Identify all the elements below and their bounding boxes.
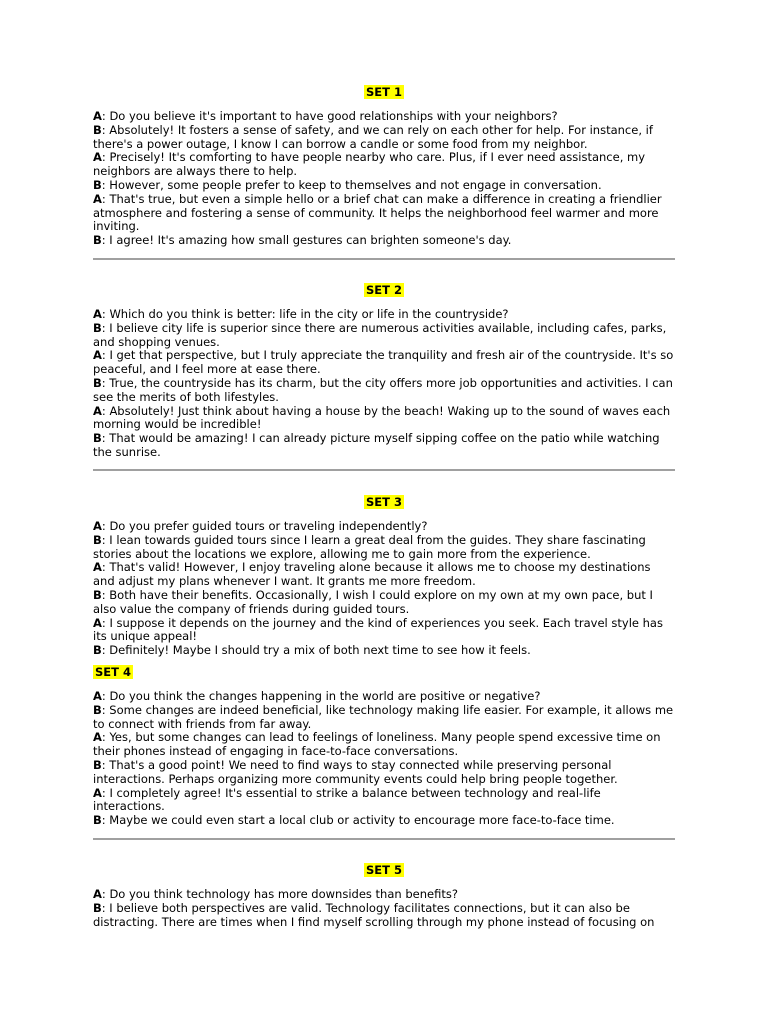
dialogue-line: A: Do you prefer guided tours or traveling independently?	[93, 519, 428, 533]
line-text: However, some people prefer to keep to themselves and not engage in conversation.	[109, 177, 602, 192]
speaker-label: B	[93, 122, 102, 137]
dialogue-line: B: Some changes are indeed beneficial, like technology making life easier. For example, it allows me to connect with friends from far away.	[93, 702, 674, 731]
speaker-label: B	[93, 702, 102, 717]
line-text: Some changes are indeed beneficial, like technology making life easier. For example, it allows me to connect with friends from far away.	[93, 702, 674, 731]
section-divider	[93, 258, 675, 260]
set-title: SET 5	[366, 863, 402, 877]
dialogue-line: A: I completely agree! It's essential to strike a balance between technology and real-life interactions.	[93, 785, 601, 814]
line-text: Do you prefer guided tours or traveling independently?	[109, 519, 428, 533]
dialogue-line: B: I agree! It's amazing how small gestures can brighten someone's day.	[93, 233, 512, 248]
line-text: Absolutely! It fosters a sense of safety, and we can rely on each other for help. For instance, if there's a power outage, I know I can borrow a candle or some food from my neighbor.	[93, 122, 653, 151]
line-text: I completely agree! It's essential to strike a balance between technology and real-life interactions.	[93, 785, 601, 814]
speaker-label: A	[93, 560, 102, 575]
set-heading	[93, 864, 675, 878]
dialogue-line: A: Do you think the changes happening in the world are positive or negative?	[93, 689, 541, 703]
dialogue-set-2	[93, 284, 675, 460]
dialogue	[93, 520, 675, 658]
dialogue-line: B: I believe city life is superior since there are numerous activities available, including cafes, parks, and shopping venues.	[93, 320, 667, 349]
line-text: I agree! It's amazing how small gestures can brighten someone's day.	[109, 233, 512, 248]
speaker-label: A	[93, 348, 102, 363]
dialogue	[93, 690, 675, 828]
line-text: That's a good point! We need to find ways to stay connected while preserving personal interactions. Perhaps organizing more community events could help bring people together.	[93, 757, 618, 786]
dialogue-line: A: Which do you think is better: life in the city or life in the countryside?	[93, 307, 509, 321]
set-heading	[93, 86, 675, 100]
set-title: SET 1	[366, 85, 402, 99]
speaker-label: B	[93, 532, 102, 547]
dialogue	[93, 308, 675, 460]
line-text: Yes, but some changes can lead to feelings of loneliness. Many people spend excessive time on their phones instead of engaging in face-to-face conversations.	[93, 730, 661, 759]
section-divider	[93, 469, 675, 471]
speaker-label: A	[93, 689, 102, 703]
speaker-label: B	[93, 375, 102, 390]
dialogue-line: A: Do you believe it's important to have good relationships with your neighbors?	[93, 109, 558, 123]
dialogue-line: A: I get that perspective, but I truly appreciate the tranquility and fresh air of the countryside. It's so peaceful, and I feel more at ease there.	[93, 348, 674, 377]
speaker-label: A	[93, 150, 102, 165]
dialogue-line: B: However, some people prefer to keep to themselves and not engage in conversation.	[93, 177, 602, 192]
speaker-label: A	[93, 615, 102, 630]
line-text: Definitely! Maybe I should try a mix of both next time to see how it feels.	[109, 643, 531, 658]
dialogue-line: B: Absolutely! It fosters a sense of safety, and we can rely on each other for help. For instance, if there's a power outage, I know I can borrow a candle or some food from my neighbor.	[93, 122, 653, 151]
dialogue	[93, 110, 675, 248]
speaker-label: B	[93, 320, 102, 335]
speaker-label: B	[93, 587, 102, 602]
line-text: That would be amazing! I can already picture myself sipping coffee on the patio while watching the sunrise.	[93, 431, 660, 459]
dialogue-line: A: That's valid! However, I enjoy traveling alone because it allows me to choose my destinations and adjust my plans whenever I want. It grants me more freedom.	[93, 560, 651, 589]
speaker-label: B	[93, 900, 102, 915]
section-divider	[93, 838, 675, 840]
dialogue-line: A: Do you think technology has more downsides than benefits?	[93, 887, 458, 901]
line-text: Do you think the changes happening in the world are positive or negative?	[109, 689, 541, 703]
line-text: Which do you think is better: life in the city or life in the countryside?	[109, 307, 509, 321]
dialogue-set-1	[93, 86, 675, 248]
speaker-label: B	[93, 431, 102, 446]
dialogue-set-3	[93, 496, 675, 658]
line-text: I get that perspective, but I truly appreciate the tranquility and fresh air of the countryside. It's so peaceful, and I feel more at ease there.	[93, 348, 674, 377]
speaker-label: A	[93, 887, 102, 901]
dialogue-line: A: Absolutely! Just think about having a house by the beach! Waking up to the sound of waves each morning would be incredible!	[93, 403, 671, 432]
dialogue-line: B: Maybe we could even start a local club or activity to encourage more face-to-face time.	[93, 813, 615, 828]
line-text: Do you believe it's important to have good relationships with your neighbors?	[109, 109, 558, 123]
set-heading	[93, 284, 675, 298]
set-title: SET 3	[366, 495, 402, 509]
dialogue-line: A: I suppose it depends on the journey and the kind of experiences you seek. Each travel style has its unique appeal!	[93, 615, 663, 644]
speaker-label: B	[93, 233, 102, 248]
speaker-label: A	[93, 785, 102, 800]
dialogue-line: B: I lean towards guided tours since I learn a great deal from the guides. They share fascinating stories about the locations we explore, allowing me to gain more from the experience.	[93, 532, 646, 561]
speaker-label: B	[93, 757, 102, 772]
dialogue-set-4	[93, 666, 675, 828]
dialogue-line: B: Definitely! Maybe I should try a mix of both next time to see how it feels.	[93, 643, 531, 658]
dialogue-line: B: That's a good point! We need to find ways to stay connected while preserving personal interactions. Perhaps organizing more community events could help bring people together.	[93, 757, 618, 786]
set-title: SET 4	[95, 665, 131, 679]
line-text: I believe both perspectives are valid. Technology facilitates connections, but it can also be distracting. There are times when I find myself scrolling through my phone instead of focusing on	[93, 900, 655, 929]
dialogue-line: B: That would be amazing! I can already picture myself sipping coffee on the patio while watching the sunrise.	[93, 431, 660, 459]
set-heading	[93, 496, 675, 510]
line-text: Both have their benefits. Occasionally, I wish I could explore on my own at my own pace, but I also value the company of friends during guided tours.	[93, 587, 653, 616]
dialogue-set-5	[93, 864, 675, 929]
set-heading	[93, 666, 675, 680]
dialogue-line: A: Yes, but some changes can lead to feelings of loneliness. Many people spend excessive time on their phones instead of engaging in face-to-face conversations.	[93, 730, 661, 759]
dialogue-line: A: That's true, but even a simple hello or a brief chat can make a difference in creating a friendlier atmosphere and fostering a sense of community. It helps the neighborhood feel warmer and more inviting.	[93, 191, 662, 234]
line-text: Absolutely! Just think about having a house by the beach! Waking up to the sound of waves each morning would be incredible!	[93, 403, 671, 432]
speaker-label: B	[93, 813, 102, 828]
line-text: True, the countryside has its charm, but the city offers more job opportunities and activities. I can see the merits of both lifestyles.	[93, 375, 673, 404]
speaker-label: A	[93, 730, 102, 745]
line-text: Do you think technology has more downsides than benefits?	[109, 887, 458, 901]
speaker-label: A	[93, 191, 102, 206]
line-text: I suppose it depends on the journey and the kind of experiences you seek. Each travel style has its unique appeal!	[93, 615, 663, 644]
line-text: That's valid! However, I enjoy traveling alone because it allows me to choose my destinations and adjust my plans whenever I want. It grants me more freedom.	[93, 560, 651, 589]
line-text: I lean towards guided tours since I learn a great deal from the guides. They share fascinating stories about the locations we explore, allowing me to gain more from the experience.	[93, 532, 646, 561]
dialogue	[93, 888, 675, 929]
set-title: SET 2	[366, 283, 402, 297]
dialogue-line: A: Precisely! It's comforting to have people nearby who care. Plus, if I ever need assistance, my neighbors are always there to help.	[93, 150, 646, 179]
speaker-label: A	[93, 519, 102, 533]
speaker-label: A	[93, 109, 102, 123]
line-text: That's true, but even a simple hello or a brief chat can make a difference in creating a friendlier atmosphere and fostering a sense of community. It helps the neighborhood feel warmer and more inviting.	[93, 191, 662, 234]
dialogue-line: B: I believe both perspectives are valid. Technology facilitates connections, but it can also be distracting. There are times when I find myself scrolling through my phone instead of focusing on	[93, 900, 655, 929]
speaker-label: B	[93, 643, 102, 658]
line-text: Maybe we could even start a local club or activity to encourage more face-to-face time.	[109, 813, 615, 828]
dialogue-line: B: Both have their benefits. Occasionally, I wish I could explore on my own at my own pace, but I also value the company of friends during guided tours.	[93, 587, 653, 616]
line-text: I believe city life is superior since there are numerous activities available, including cafes, parks, and shopping venues.	[93, 320, 667, 349]
dialogue-line: B: True, the countryside has its charm, but the city offers more job opportunities and activities. I can see the merits of both lifestyles.	[93, 375, 673, 404]
speaker-label: B	[93, 177, 102, 192]
line-text: Precisely! It's comforting to have people nearby who care. Plus, if I ever need assistance, my neighbors are always there to help.	[93, 150, 646, 179]
speaker-label: A	[93, 403, 102, 418]
speaker-label: A	[93, 307, 102, 321]
